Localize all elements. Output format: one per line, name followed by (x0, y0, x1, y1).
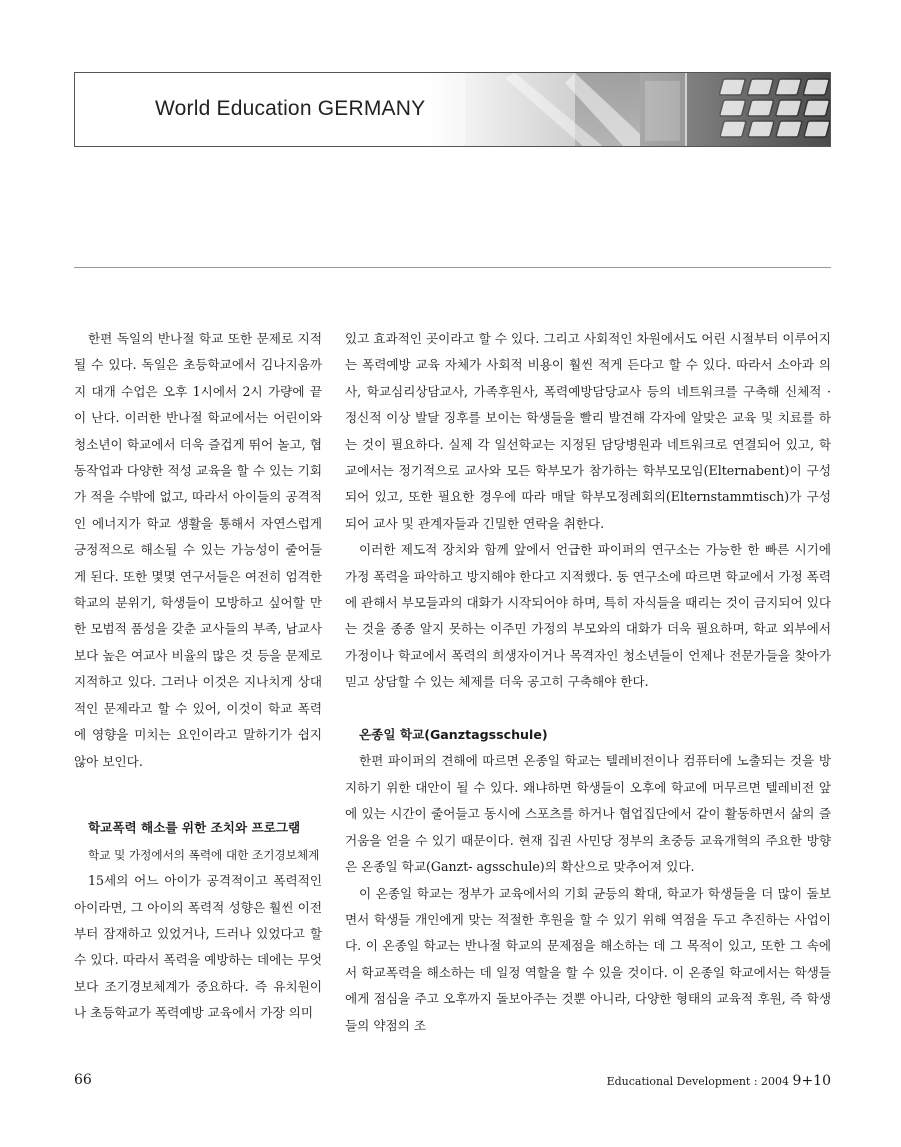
journal-name: Educational Development : 2004 (606, 1075, 790, 1088)
subsection-heading: 학교 및 가정에서의 폭력에 대한 조기경보체계 (88, 847, 320, 862)
body-paragraph: 이 온종일 학교는 정부가 교육에서의 기회 균등의 확대, 학교가 학생들을 더 많이 돌보면서 학생들 개인에게 맞는 적절한 후원을 할 수 있기 위해 역점을 두고 추진하는 사업이다. 이 온종일 학교는 반나절 학교의 문제점을 해소하는 데 그 목적이 있고, 또한 그 속에서 학교폭력을 해소하는 데 일정 역할을 할 수 있을 것이다. 이 온종일 학교에서는 학생들에게 점심을 주고 오후까지 돌보아주는 것뿐 아니라, 다양한 형태의 교육적 후원, 즉 학생들의 약점의 조 (345, 885, 831, 1033)
body-paragraph: 있고 효과적인 곳이라고 할 수 있다. 그리고 사회적인 차원에서도 어린 시절부터 이루어지는 폭력예방 교육 자체가 사회적 비용이 훨씬 적게 든다고 할 수 있다. 따라서 소아과 의사, 학교심리상담교사, 가족후원사, 폭력예방담당교사 등의 네트워크를 구축해 신체적 · 정신적 이상 발달 징후를 보이는 학생들을 빨리 발견해 각자에 알맞은 교육 및 치료를 하는 것이 필요하다. 실제 각 일선학교는 지정된 담당병원과 네트워크로 연결되어 있고, 학교에서는 정기적으로 교사와 모든 학부모가 참가하는 학부모모임(Elternabent)이 구성되어 있고, 또한 필요한 경우에 따라 매달 학부모정례회의(Elternstammtisch)가 구성되어 교사 및 관계자들과 긴밀한 연락을 취한다. (345, 331, 831, 531)
journal-footer (607, 1073, 831, 1089)
body-paragraph: 이러한 제도적 장치와 함께 앞에서 언급한 파이퍼의 연구소는 가능한 한 빠른 시기에 가정 폭력을 파악하고 방지해야 한다고 지적했다. 동 연구소에 따르면 학교에서 가정 폭력에 관해서 부모들과의 대화가 시작되어야 하며, 특히 자식들을 때리는 것이 금지되어 있다는 것을 종종 알지 못하는 이주민 가정의 부모와의 대화가 더욱 필요하며, 학교 외부에서 가정이나 학교에서 폭력의 희생자이거나 목격자인 청소년들이 언제나 전문가들을 찾아가 믿고 상담할 수 있는 체제를 더욱 공고히 구축해야 한다. (345, 542, 831, 690)
header-photo-collage (425, 73, 831, 147)
body-paragraph: 한편 파이퍼의 견해에 따르면 온종일 학교는 텔레비전이나 컴퓨터에 노출되는 것을 방지하기 위한 대안이 될 수 있다. 왜냐하면 학생들이 오후에 학교에 머무르면 텔레비전 앞에 있는 시간이 줄어들고 동시에 스포츠를 하거나 협업집단에서 같이 활동하면서 삶의 즐거움을 얻을 수 있기 때문이다. 현재 집권 사민당 정부의 초중등 교육개혁의 주요한 방향은 온종일 학교(Ganzt- agsschule)의 확산으로 맞추어져 있다. (345, 753, 831, 875)
left-column (74, 326, 322, 1027)
page-number: 66 (74, 1072, 92, 1088)
header-banner (74, 72, 831, 147)
section-heading: 온종일 학교(Ganztagsschule) (359, 727, 548, 743)
header-divider (74, 267, 831, 268)
issue-number: 9+10 (792, 1073, 831, 1089)
section-heading: 학교폭력 해소를 위한 조치와 프로그램 (88, 820, 301, 836)
body-paragraph: 15세의 어느 아이가 공격적이고 폭력적인 아이라면, 그 아이의 폭력적 성향은 훨씬 이전부터 잠재하고 있었거나, 드러나 있었다고 할 수 있다. 따라서 폭력을 예방하는 데에는 무엇보다 조기경보체계가 중요하다. 즉 유치원이나 초등학교가 폭력예방 교육에서 가장 의미 (74, 873, 322, 1021)
body-paragraph: 한편 독일의 반나절 학교 또한 문제로 지적될 수 있다. 독일은 초등학교에서 김나지움까지 대개 수업은 오후 1시에서 2시 가량에 끝이 난다. 이러한 반나절 학교에서는 어린이와 청소년이 학교에서 더욱 즐겁게 뛰어 놀고, 협동작업과 다양한 적성 교육을 할 수 있는 기회가 적을 수밖에 없고, 따라서 아이들의 공격적인 에너지가 학교 생활을 통해서 자연스럽게 긍정적으로 해소될 수 있는 가능성이 줄어들게 된다. 또한 몇몇 연구서들은 여전히 엄격한 학교의 분위기, 학생들이 모방하고 싶어할 만한 모범적 품성을 갖춘 교사들의 부족, 남교사보다 높은 여교사 비율의 많은 것 등을 문제로 지적하고 있다. 그러나 이것은 지나치게 상대적인 문제라고 할 수 있어, 이것이 학교 폭력에 영향을 미치는 요인이라고 말하기가 쉽지 않아 보인다. (74, 331, 322, 769)
right-column (345, 326, 831, 1039)
header-title: World Education GERMANY (155, 97, 426, 120)
